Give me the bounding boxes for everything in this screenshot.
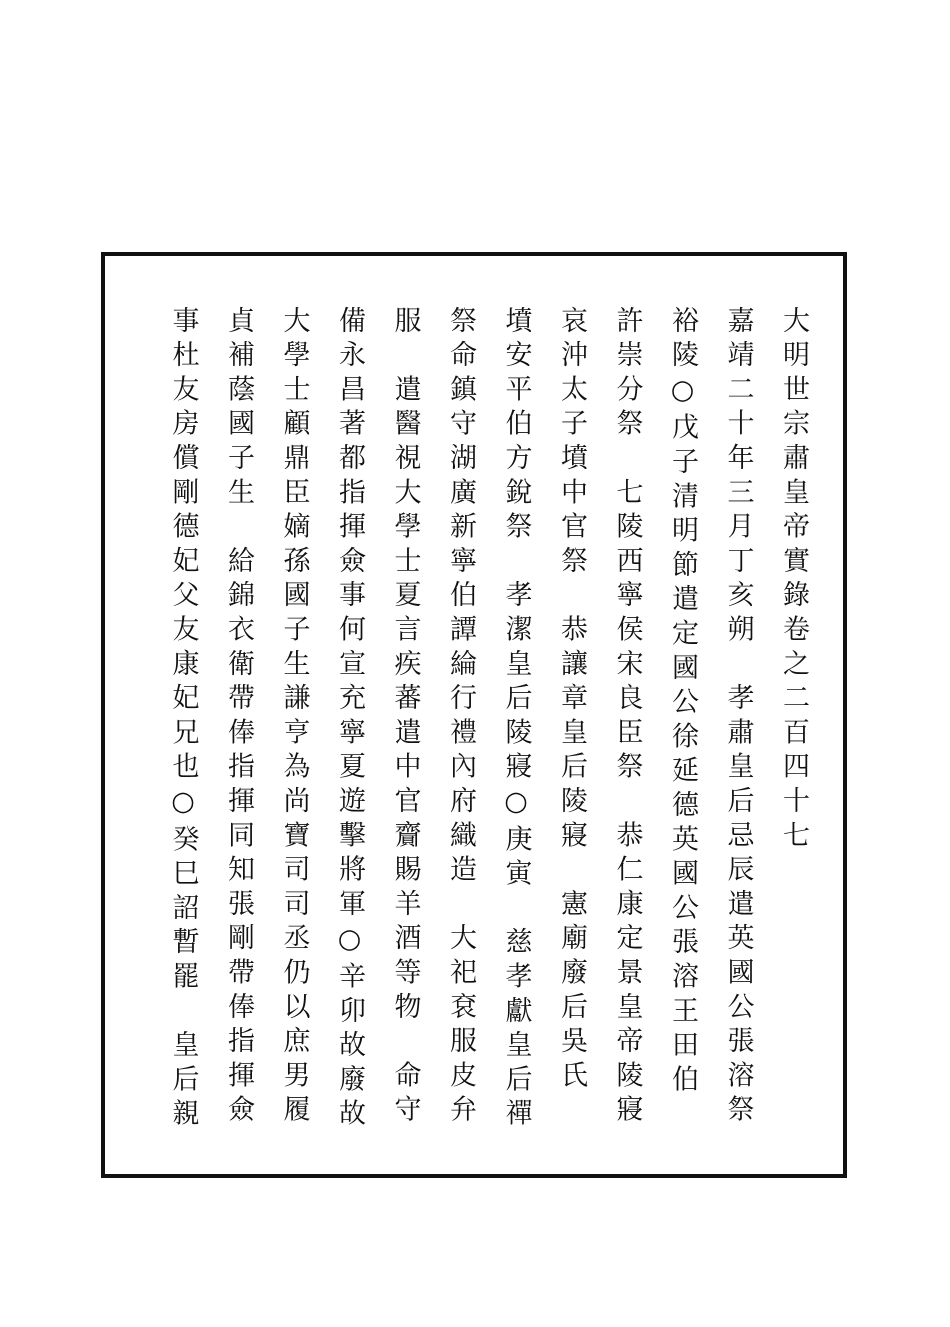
text-column-8: 服 遣醫視大學士夏言疾蕃遣中官齎賜羊酒等物 命守 <box>389 306 421 1130</box>
text-column-5: 哀沖太子墳中官祭 恭讓章皇后陵寢 憲廟廢后吳氏 <box>556 306 587 1095</box>
page-border <box>101 252 847 1178</box>
text-column-12: 事杜友房償剛德妃父友康妃兄也○癸巳詔暫罷 皇后親 <box>167 306 199 1134</box>
text-column-6: 墳安平伯方銳祭 孝潔皇后陵寢○庚寅 慈孝獻皇后禪 <box>500 306 532 1134</box>
text-column-2: 嘉靖二十年三月丁亥朔 孝肅皇后忌辰遣英國公張溶祭 <box>722 306 754 1130</box>
text-column-4: 許崇分祭 七陵西寧侯宋良臣祭 恭仁康定景皇帝陵寢 <box>611 306 643 1130</box>
text-column-1: 大明世宗肅皇帝實錄卷之二百四十七 <box>778 306 809 855</box>
text-column-11: 貞補蔭國子生 給錦衣衛帶俸指揮同知張剛帶俸指揮僉 <box>223 306 254 1130</box>
text-column-10: 大學士顧鼎臣嫡孫國子生謙亨為尚寶司司丞仍以庶男履 <box>278 306 310 1130</box>
text-column-7: 祭命鎮守湖廣新寧伯譚綸行禮內府織造 大祀袞服皮弁 <box>445 306 476 1130</box>
text-body <box>135 306 813 1144</box>
text-column-9: 備永昌著都指揮僉事何宣充寧夏遊擊將軍○辛卯故廢故 <box>334 306 365 1134</box>
text-column-3: 裕陵○戊子清明節遣定國公徐延德英國公張溶王田伯 <box>667 306 698 1099</box>
